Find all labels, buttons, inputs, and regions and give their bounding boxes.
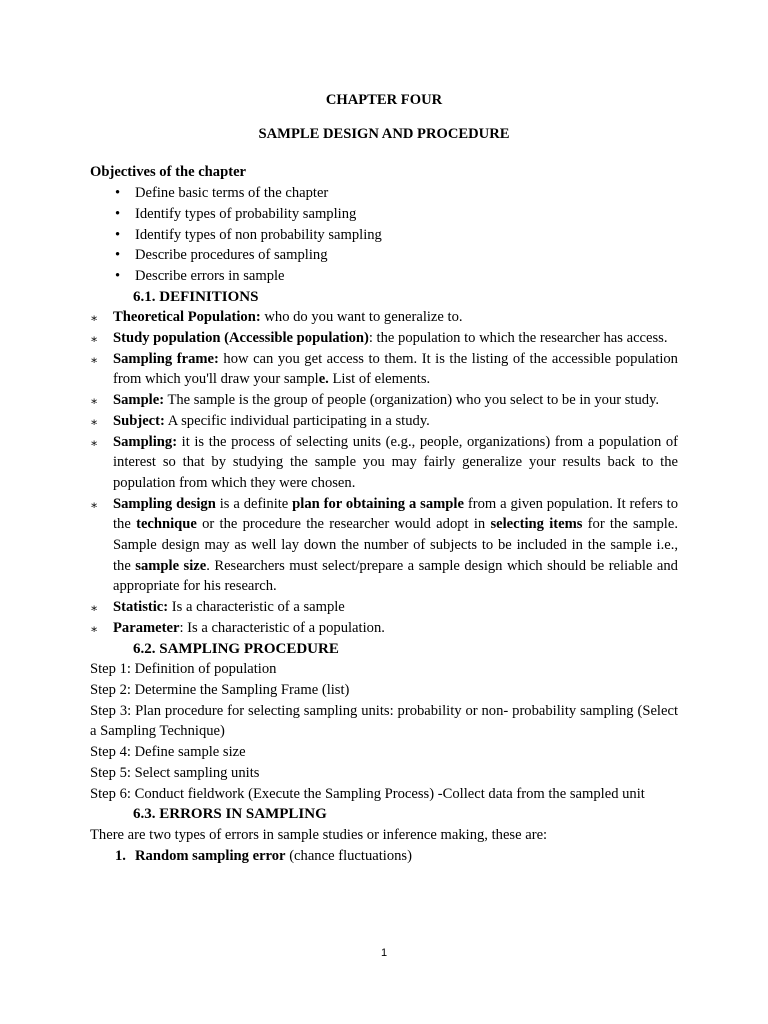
objectives-heading: Objectives of the chapter: [90, 164, 247, 181]
definition-bold-fragment: sample size: [135, 557, 207, 574]
procedure-step: Step 5: Select sampling units: [90, 764, 260, 781]
definition-term: Study population (Accessible population): [113, 330, 369, 347]
definition-text: it is the process of selecting units (e.g., people, organizations) from a population of interest so that by studying the sample you may fairly generalize your results back to the population from which they were chosen.: [113, 433, 678, 491]
definition-text: List of elements.: [328, 371, 431, 388]
definitions-heading: 6.1. DEFINITIONS: [133, 288, 259, 305]
definition-term: Sampling:: [113, 433, 178, 450]
procedure-heading: 6.2. SAMPLING PROCEDURE: [133, 640, 339, 657]
definition-bold-fragment: plan for obtaining a sample: [292, 495, 464, 512]
asterisk-bullet-icon: ∗: [90, 332, 99, 347]
error-item-text: (chance fluctuations): [285, 847, 412, 864]
objective-item: • Define basic terms of the chapter: [90, 183, 678, 204]
procedure-step: Step 6: Conduct fieldwork (Execute the Sampling Process) -Collect data from the sampled unit: [90, 785, 645, 802]
definition-term: Sample:: [113, 392, 165, 409]
asterisk-bullet-icon: ∗: [90, 435, 99, 450]
objective-item: • Describe procedures of sampling: [90, 245, 678, 266]
definition-item: [90, 494, 678, 598]
definition-item: [90, 349, 678, 390]
definition-text: A specific individual participating in a study.: [164, 412, 430, 429]
asterisk-bullet-icon: ∗: [90, 414, 99, 429]
definition-term: Sampling design: [113, 495, 216, 512]
definition-item: [90, 597, 678, 618]
asterisk-bullet-icon: ∗: [90, 352, 99, 367]
definition-term: Subject:: [113, 412, 165, 429]
definition-term: Parameter: [113, 619, 180, 636]
procedure-step: Step 1: Definition of population: [90, 661, 277, 678]
definition-text: is a definite: [215, 495, 293, 512]
asterisk-bullet-icon: ∗: [90, 621, 99, 636]
page-number: 1: [380, 947, 388, 959]
definition-term: Theoretical Population:: [113, 309, 261, 326]
asterisk-bullet-icon: ∗: [90, 394, 99, 409]
definition-bold-fragment: e.: [318, 371, 329, 388]
definition-bold-fragment: technique: [136, 516, 197, 533]
objective-item: • Identify types of non probability sampling: [90, 225, 678, 246]
error-item: [90, 846, 678, 867]
page-content: [90, 90, 678, 866]
definition-term: Statistic:: [113, 599, 169, 616]
objectives-list: [90, 183, 678, 287]
procedure-step: Step 3: Plan procedure for selecting sampling units: probability or non- probability sampling (Select a Sampling Technique): [90, 702, 678, 740]
asterisk-bullet-icon: ∗: [90, 497, 99, 512]
definition-item: [90, 618, 678, 639]
error-item-number: 1.: [115, 847, 126, 864]
definition-text: : Is a characteristic of a population.: [179, 619, 385, 636]
objective-item: • Describe errors in sample: [90, 266, 678, 287]
definition-text: or the procedure the researcher would adopt in: [196, 516, 491, 533]
asterisk-bullet-icon: ∗: [90, 311, 99, 326]
definition-item: [90, 307, 678, 328]
definition-text: : the population to which the researcher has access.: [368, 330, 668, 347]
definition-item: [90, 432, 678, 494]
definition-term: Sampling frame:: [113, 350, 219, 367]
definition-text: how can you get access to them. It is the listing of the accessible population from which you'll draw your sampl: [113, 350, 678, 388]
errors-intro: There are two types of errors in sample studies or inference making, these are:: [90, 826, 548, 843]
chapter-label: CHAPTER FOUR: [325, 92, 443, 108]
procedure-steps: [90, 659, 678, 804]
definition-text: who do you want to generalize to.: [260, 309, 463, 326]
definitions-list: [90, 307, 678, 638]
procedure-step: Step 4: Define sample size: [90, 744, 246, 761]
definition-text: The sample is the group of people (organization) who you select to be in your study.: [164, 392, 660, 409]
objective-item: • Identify types of probability sampling: [90, 204, 678, 225]
definition-bold-fragment: selecting items: [490, 516, 583, 533]
definition-text: . Researchers must select/prepare a sample design which should be reliable and appropriate for his research.: [113, 557, 678, 595]
asterisk-bullet-icon: ∗: [90, 601, 99, 616]
definition-item: [90, 390, 678, 411]
error-item-term: Random sampling error: [135, 847, 286, 864]
errors-heading: 6.3. ERRORS IN SAMPLING: [133, 806, 327, 823]
definition-item: [90, 328, 678, 349]
definition-text: from a given population. It refers to the: [113, 495, 678, 533]
definition-text: Is a characteristic of a sample: [168, 599, 345, 616]
chapter-title: SAMPLE DESIGN AND PROCEDURE: [258, 125, 510, 142]
definition-item: [90, 411, 678, 432]
definition-text: for the sample. Sample design may as well lay down the number of subjects to be included in the sample i.e., the: [113, 516, 678, 574]
procedure-step: Step 2: Determine the Sampling Frame (list): [90, 681, 350, 698]
